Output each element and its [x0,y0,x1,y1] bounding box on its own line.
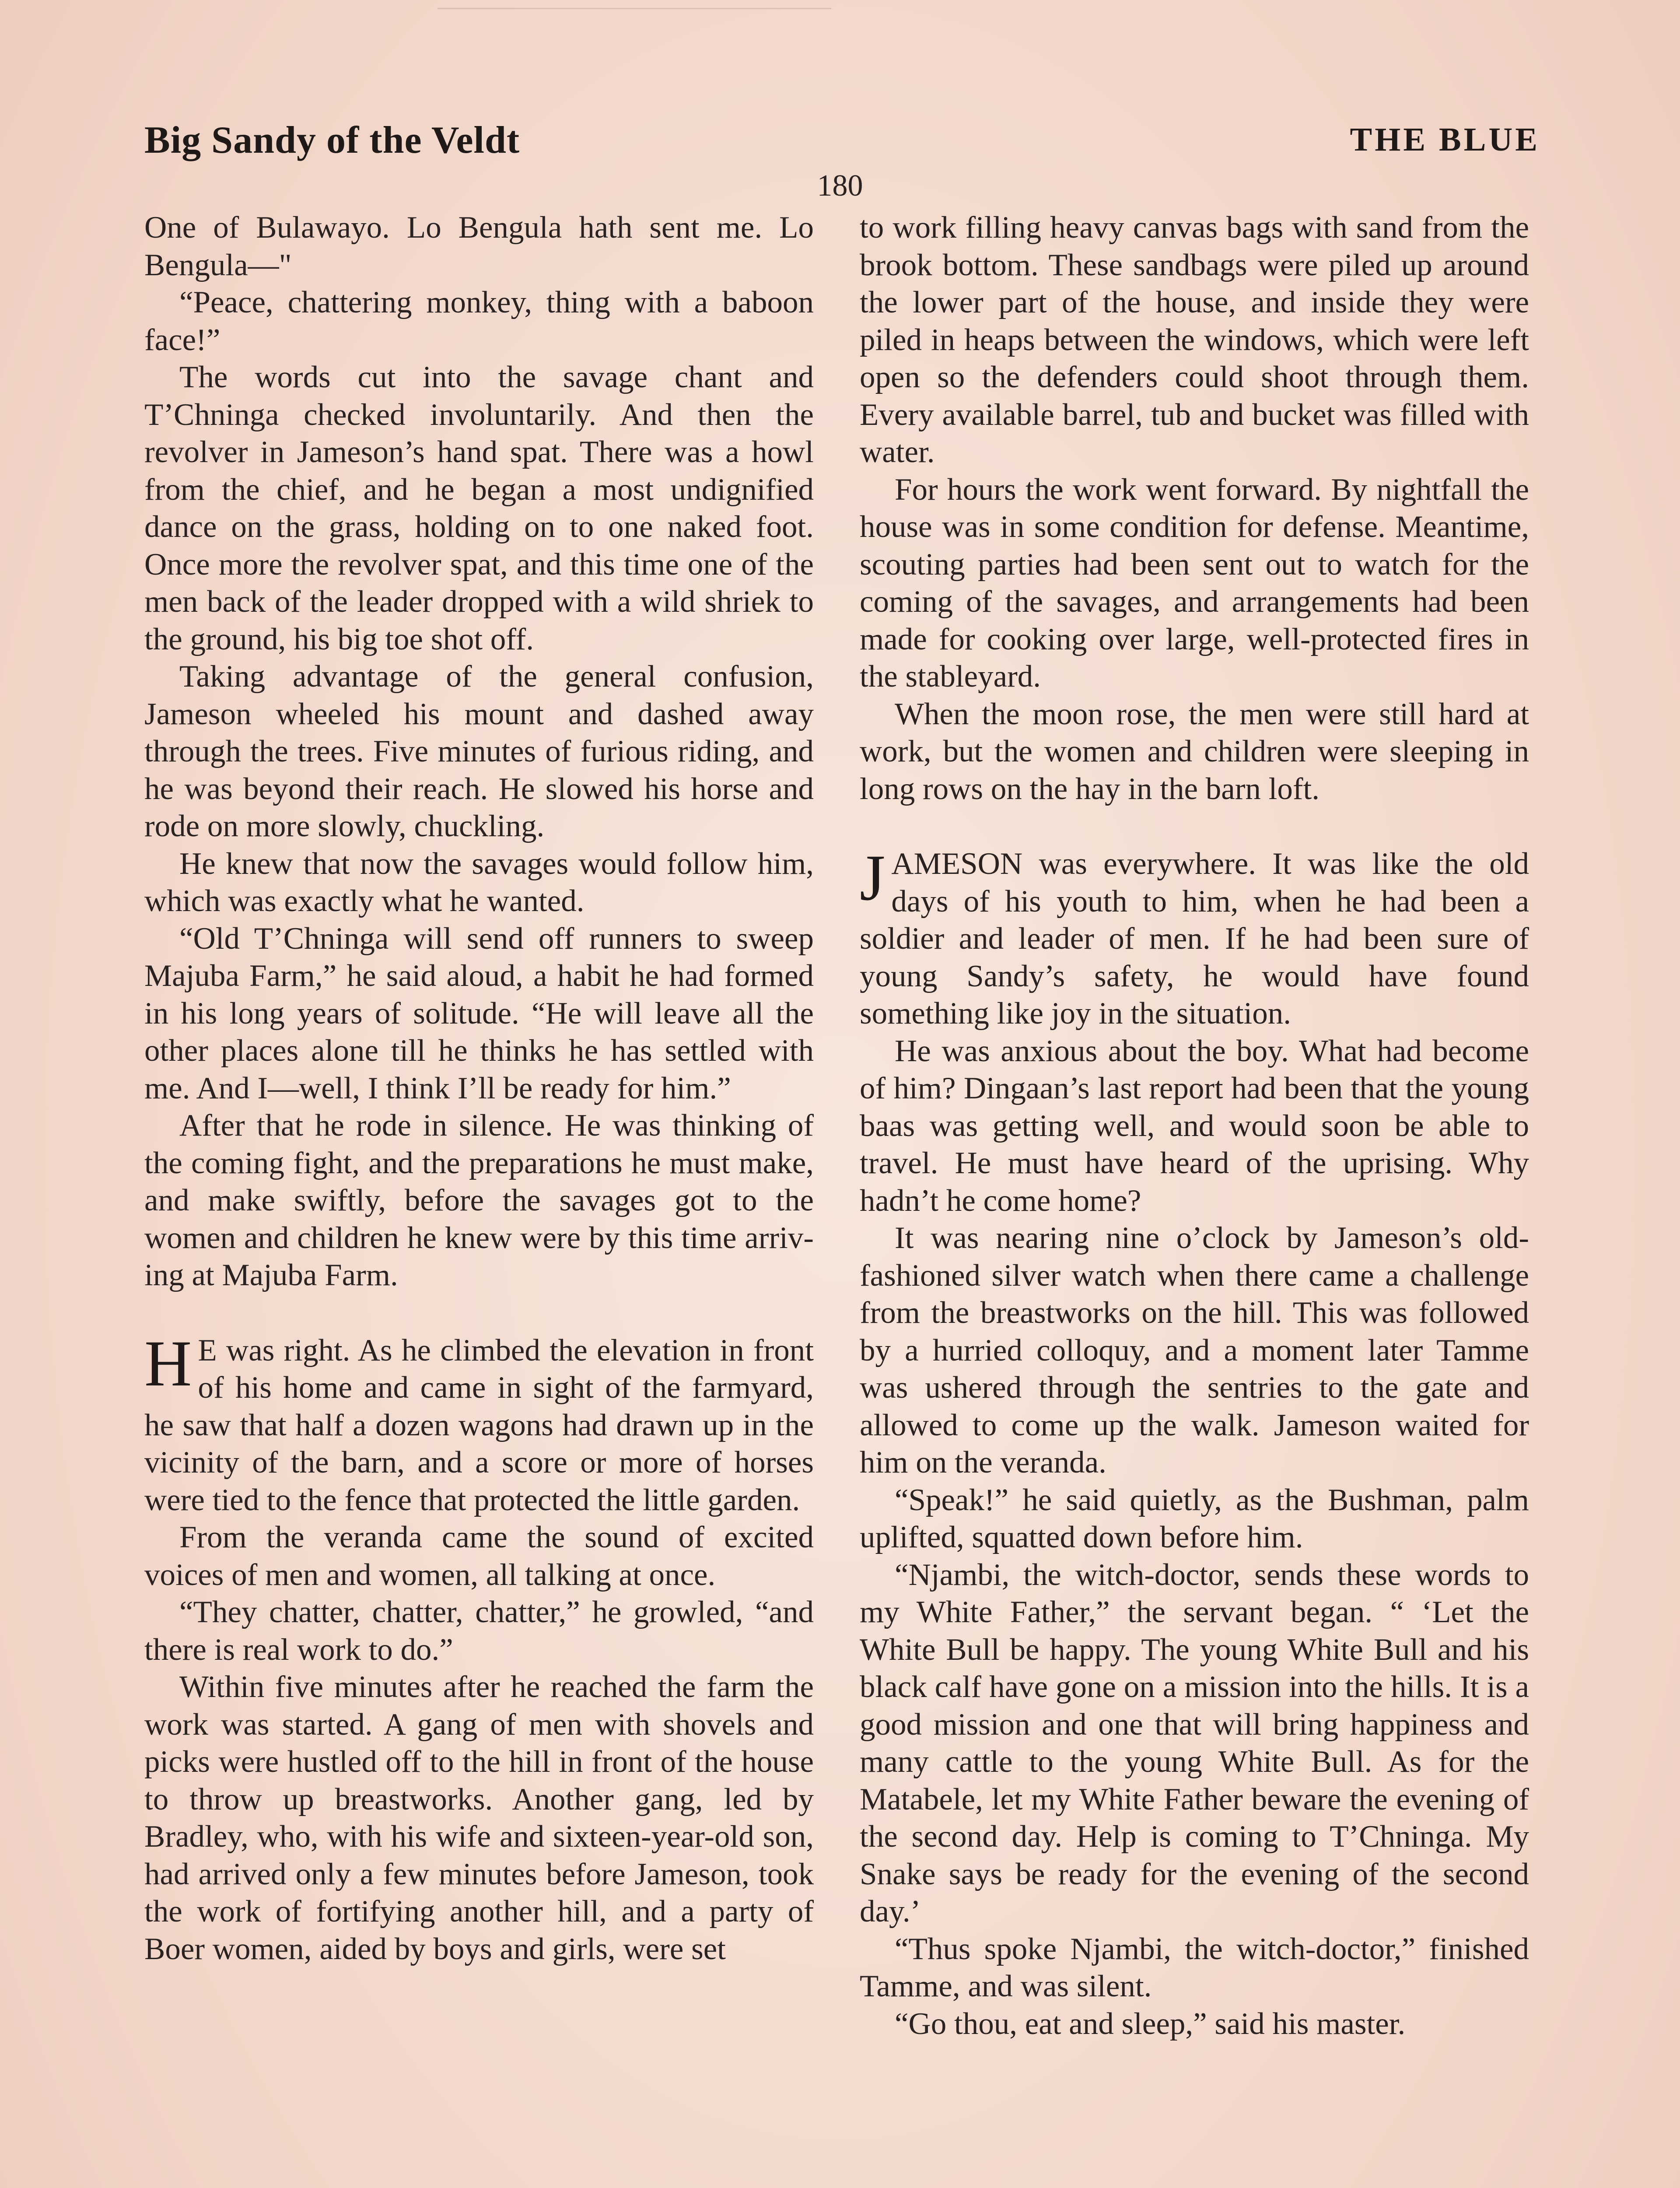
paragraph: From the veranda came the sound of excited voices of men and women, all talking at once. [144,1520,814,1592]
paragraph: After that he rode in silence. He was thinking of the coming fight, and the preparations he must make, and make swiftly, before the savages got to the women and children he knew were by this time arriving at Majuba Farm. [144,1108,814,1292]
page-top-edge [438,8,831,9]
paragraph-text: AMESON was everywhere. It was like the old days of his youth to him, when he had been a soldier and leader of men. If he had been sure of young Sandy’s safety, he would have found something like joy in the situation. [860,847,1529,1031]
paragraph: “Old T’Chninga will send off runners to sweep Majuba Farm,” he said aloud, a habit he had formed in his long years of solitude. “He will leave all the other places alone till he thinks he has settled with me. And I—well, I think I’ll be ready for him.” [144,921,814,1105]
paragraph: When the moon rose, the men were still hard at work, but the women and children were sleeping in long rows on the hay in the barn loft. [860,697,1529,806]
paragraph: It was nearing nine o’clock by Jameson’s old-fashioned silver watch when there came a challenge from the breastworks on the hill. This was followed by a hurried colloquy, and a moment later Tamme was ushered through the sentries to the gate and allowed to come up the walk. Jameson waited for him on the veranda. [860,1221,1529,1480]
right-column [860,209,1529,2043]
paragraph: Taking advantage of the general confusion, Jameson wheeled his mount and dashed away through the trees. Five minutes of furious riding, and he was beyond their reach. He slowed his horse and rode on more slowly, chuckling. [144,659,814,843]
paragraph: Within five minutes after he reached the farm the work was started. A gang of men with shovels and picks were hustled off to the hill in front of the house to throw up breastworks. Another gang, led by Bradley, who, with his wife and sixteen-year-old son, had arrived only a few minutes before Jameson, took the work of fortifying another hill, and a party of Boer women, aided by boys and girls, were set [144,1670,814,1966]
paragraph: “Speak!” he said quietly, as the Bushman, palm uplifted, squatted down before him. [860,1483,1529,1554]
magazine-title: THE BLUE [1350,121,1540,158]
paragraph: One of Bulawayo. Lo Bengula hath sent me. Lo Bengula—" [144,210,814,282]
page-number: 180 [817,169,863,203]
section-paragraph [144,1327,814,1519]
section-paragraph [860,842,1529,1033]
paragraph: “Go thou, eat and sleep,” said his master. [895,2006,1406,2041]
paragraph: “Peace, chattering monkey, thing with a baboon face!” [144,285,814,357]
left-column [144,209,814,1968]
story-title: Big Sandy of the Veldt [144,119,520,161]
paragraph: The words cut into the savage chant and T’Chninga checked involuntarily. And then the revolver in Jameson’s hand spat. There was a howl from the chief, and he began a most undignified dance on the grass, holding on to one naked foot. Once more the revolver spat, and this time one of the men back of the leader dropped with a wild shriek to the ground, his big toe shot off. [144,360,814,656]
paragraph: to work filling heavy canvas bags with sand from the brook bottom. These sandbags were piled up around the lower part of the house, and inside they were piled in heaps between the windows, which were left open so the defenders could shoot through them. Every available barrel, tub and bucket was filled with water. [860,210,1529,469]
paragraph: He was anxious about the boy. What had become of him? Dingaan’s last report had been that the young baas was getting well, and would soon be able to travel. He must have heard of the uprising. Why hadn’t he come home? [860,1034,1529,1218]
drop-cap: H [144,1327,192,1400]
paragraph: “Njambi, the witch-doctor, sends these words to my White Father,” the servant began. “ ‘Let the White Bull be happy. The young White Bull and his black calf have gone on a mission into the hills. It is a good mission and one that will bring happiness and many cattle to the young White Bull. As for the Matabele, let my White Father beware the evening of the second day. Help is coming to T’Chninga. My Snake says be ready for the evening of the second day.’ [860,1557,1529,1929]
paragraph: For hours the work went forward. By nightfall the house was in some condition for defense. Meantime, scouting parties had been sent out to watch for the coming of the savages, and arrangements had been made for cooking over large, well-protected fires in the stableyard. [860,472,1529,694]
paragraph: He knew that now the savages would follow him, which was exactly what he wanted. [144,846,814,918]
paragraph: “Thus spoke Njambi, the witch-doctor,” finished Tamme, and was silent. [860,1932,1529,2003]
paragraph: “They chatter, chatter, chatter,” he growled, “and there is real work to do.” [144,1595,814,1667]
drop-cap: J [860,842,886,914]
paragraph-text: E was right. As he climbed the elevation in front of his home and came in sight of the farmyard, he saw that half a dozen wagons had drawn up in the vicinity of the barn, and a score or more of horses were tied to the fence that protected the little garden. [144,1333,814,1517]
